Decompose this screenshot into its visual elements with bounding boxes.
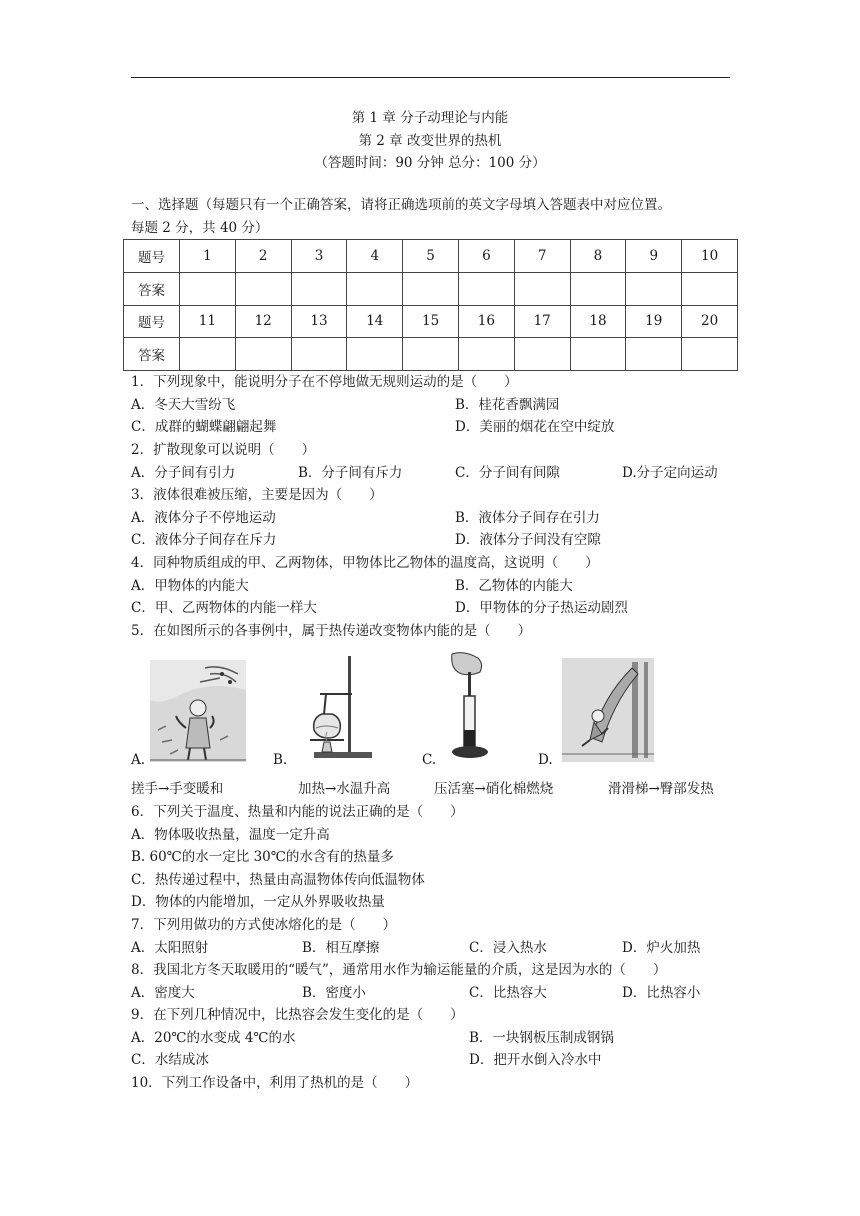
option-d-letter: D.: [538, 752, 553, 768]
question-7-option-c: C．浸入热水: [469, 940, 547, 956]
table-cell-number: 6: [458, 240, 514, 273]
question-9-option-a: A．20℃的水变成 4℃的水: [131, 1030, 296, 1046]
caption-a: 搓手→手变暖和: [131, 781, 224, 797]
question-7-option-d: D．炉火加热: [622, 940, 701, 956]
table-cell-number: 5: [403, 240, 459, 273]
question-2-option-a: A．分子间有引力: [131, 465, 236, 481]
answer-cell[interactable]: [570, 338, 626, 371]
table-label-answer: 答案: [124, 272, 180, 305]
question-2-option-b: B．分子间有斥力: [298, 465, 403, 481]
question-1-stem: 1．下列现象中，能说明分子在不停地做无规则运动的是（ ）: [131, 374, 518, 390]
question-9-option-b: B．一块钢板压制成钢锅: [469, 1030, 614, 1046]
table-cell-number: 19: [626, 305, 682, 338]
table-cell-number: 4: [347, 240, 403, 273]
answer-table-number-row-2: [124, 305, 738, 338]
question-10-stem: 10．下列工作设备中，利用了热机的是（ ）: [131, 1075, 419, 1091]
chapter-title-1: 第 1 章 分子动理论与内能: [351, 110, 509, 126]
table-cell-number: 10: [682, 240, 738, 273]
answer-cell[interactable]: [347, 338, 403, 371]
answer-cell[interactable]: [514, 338, 570, 371]
question-8-option-d: D．比热容小: [622, 985, 701, 1001]
question-3-option-a: A．液体分子不停地运动: [131, 510, 276, 526]
option-c-letter: C.: [422, 752, 437, 768]
top-rule: [131, 77, 730, 78]
answer-cell[interactable]: [458, 272, 514, 305]
question-9-option-c: C．水结成冰: [131, 1052, 209, 1068]
answer-cell[interactable]: [458, 338, 514, 371]
answer-table: [123, 239, 738, 371]
table-label-number: 题号: [124, 240, 180, 273]
answer-cell[interactable]: [626, 338, 682, 371]
answer-cell[interactable]: [347, 272, 403, 305]
piston-tube-picture: [444, 652, 496, 762]
answer-cell[interactable]: [235, 338, 291, 371]
question-1-option-c: C．成群的蝴蝶翩翩起舞: [131, 419, 277, 435]
caption-b: 加热→水温升高: [298, 781, 391, 797]
table-cell-number: 12: [235, 305, 291, 338]
answer-cell[interactable]: [570, 272, 626, 305]
question-6-option-c: C．热传递过程中，热量由高温物体传向低温物体: [131, 872, 425, 888]
table-cell-number: 8: [570, 240, 626, 273]
answer-cell[interactable]: [291, 338, 347, 371]
question-3-stem: 3．液体很难被压缩，主要是因为（ ）: [131, 487, 383, 503]
caption-d: 滑滑梯→臀部发热: [608, 781, 714, 797]
question-7-stem: 7．下列用做功的方式使冰熔化的是（ ）: [131, 917, 397, 933]
answer-cell[interactable]: [403, 272, 459, 305]
question-7-option-b: B．相互摩擦: [302, 940, 380, 956]
answer-cell[interactable]: [180, 338, 236, 371]
question-1-option-d: D．美丽的烟花在空中绽放: [455, 419, 615, 435]
answer-cell[interactable]: [291, 272, 347, 305]
question-8-option-a: A．密度大: [131, 985, 195, 1001]
question-8-option-b: B．密度小: [302, 985, 366, 1001]
slide-picture: [562, 658, 654, 762]
table-cell-number: 3: [291, 240, 347, 273]
question-6-option-a: A．物体吸收热量，温度一定升高: [131, 827, 330, 843]
question-3-option-c: C．液体分子间存在斥力: [131, 532, 277, 548]
question-1-option-a: A．冬天大雪纷飞: [131, 397, 236, 413]
section-instructions-2: 每题 2 分，共 40 分）: [131, 220, 269, 236]
table-label-number: 题号: [124, 305, 180, 338]
answer-cell[interactable]: [682, 272, 738, 305]
question-8-stem: 8．我国北方冬天取暖用的“暖气”，通常用水作为输运能量的介质，这是因为水的（ ）: [131, 962, 667, 978]
table-cell-number: 9: [626, 240, 682, 273]
table-cell-number: 20: [682, 305, 738, 338]
table-cell-number: 7: [514, 240, 570, 273]
question-5-stem: 5．在如图所示的各事例中，属于热传递改变物体内能的是（ ）: [131, 623, 532, 639]
answer-cell[interactable]: [403, 338, 459, 371]
question-6-option-b: B. 60℃的水一定比 30℃的水含有的热量多: [131, 849, 394, 865]
question-7-option-a: A．太阳照射: [131, 940, 209, 956]
answer-cell[interactable]: [235, 272, 291, 305]
answer-table-answer-row-2: [124, 338, 738, 371]
question-4-option-c: C．甲、乙两物体的内能一样大: [131, 600, 317, 616]
question-6-stem: 6．下列关于温度、热量和内能的说法正确的是（ ）: [131, 804, 464, 820]
table-cell-number: 15: [403, 305, 459, 338]
table-cell-number: 2: [235, 240, 291, 273]
question-8-option-c: C．比热容大: [469, 985, 547, 1001]
option-b-letter: B.: [273, 752, 288, 768]
question-2-option-c: C．分子间有间隙: [455, 465, 560, 481]
question-9-stem: 9．在下列几种情况中，比热容会发生变化的是（ ）: [131, 1007, 464, 1023]
question-1-option-b: B．桂花香飘满园: [455, 397, 560, 413]
question-9-option-d: D．把开水倒入冷水中: [469, 1052, 602, 1068]
time-info: （答题时间：90 分钟 总分：100 分）: [314, 155, 546, 171]
table-cell-number: 16: [458, 305, 514, 338]
rubbing-hands-picture: [150, 660, 246, 762]
table-cell-number: 14: [347, 305, 403, 338]
question-2-option-d: D.分子定向运动: [622, 465, 718, 481]
question-4-stem: 4．同种物质组成的甲、乙两物体，甲物体比乙物体的温度高，这说明（ ）: [131, 555, 599, 571]
table-label-answer: 答案: [124, 338, 180, 371]
caption-c: 压活塞→硝化棉燃烧: [434, 781, 554, 797]
heating-flask-picture: [296, 654, 378, 762]
question-4-option-d: D．甲物体的分子热运动剧烈: [455, 600, 628, 616]
question-4-option-b: B．乙物体的内能大: [455, 578, 573, 594]
question-3-option-d: D．液体分子间没有空隙: [455, 532, 601, 548]
answer-cell[interactable]: [180, 272, 236, 305]
question-6-option-d: D．物体的内能增加，一定从外界吸收热量: [131, 894, 385, 910]
section-instructions-1: 一、选择题（每题只有一个正确答案，请将正确选项前的英文字母填入答题表中对应位置。: [131, 197, 671, 213]
answer-table-answer-row-1: [124, 272, 738, 305]
table-cell-number: 18: [570, 305, 626, 338]
table-cell-number: 17: [514, 305, 570, 338]
table-cell-number: 13: [291, 305, 347, 338]
answer-cell[interactable]: [682, 338, 738, 371]
table-cell-number: 11: [180, 305, 236, 338]
answer-table-number-row-1: [124, 240, 738, 273]
question-4-option-a: A．甲物体的内能大: [131, 578, 249, 594]
question-2-stem: 2．扩散现象可以说明（ ）: [131, 442, 316, 458]
question-3-option-b: B．液体分子间存在引力: [455, 510, 600, 526]
answer-cell[interactable]: [626, 272, 682, 305]
option-a-letter: A.: [131, 752, 146, 768]
chapter-title-2: 第 2 章 改变世界的热机: [358, 133, 502, 149]
table-cell-number: 1: [180, 240, 236, 273]
answer-cell[interactable]: [514, 272, 570, 305]
